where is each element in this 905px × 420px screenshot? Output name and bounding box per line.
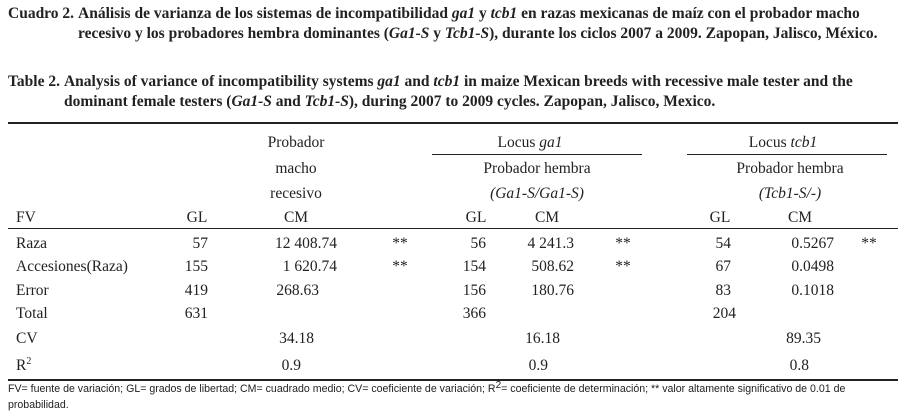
caption-english bbox=[8, 72, 897, 112]
table-cell-sig: ** bbox=[615, 258, 631, 275]
header-fv: FV bbox=[16, 209, 36, 226]
table-cell-gl: 366 bbox=[462, 305, 486, 322]
caption-text: Analysis of variance of incompatibility systems ga1 and tcb1 in maize Mexican breeds with recessive male tester and the dominant female testers (Ga1-S and Tcb1-S), during 2007 to 2009 cycles. Zapopan, Jalisco, Mexico. bbox=[63, 73, 853, 110]
table-cell-cm: 0.0498 bbox=[791, 258, 834, 275]
table-cell-gl: 83 bbox=[715, 282, 731, 299]
table-cell-gl: 155 bbox=[184, 258, 208, 275]
table-cell-cm: 268.63 bbox=[276, 282, 319, 299]
table-cell-cm: 12 408.74 bbox=[275, 235, 337, 252]
table-cell-cm: 0.8 bbox=[789, 357, 809, 374]
header-tcb1-tester: (Tcb1-S/-) bbox=[758, 185, 822, 202]
table-cell-fv: Accesiones(Raza) bbox=[16, 258, 128, 275]
header-bottom-rule bbox=[8, 228, 898, 229]
caption-text: Análisis de varianza de los sistemas de incompatibilidad ga1 y tcb1 en razas mexicanas de maíz con el probador macho recesivo y los probadores hembra dominantes (Ga1-S y Tcb1-S), durante los ciclos 2007 a 2009. Zapopan, Jalisco, México. bbox=[78, 5, 878, 42]
header-cm: CM bbox=[283, 209, 309, 226]
table-cell-gl: 631 bbox=[184, 305, 208, 322]
header-probador-hembra-tcb1: Probador hembra bbox=[736, 160, 844, 177]
header-ga1-tester: (Ga1-S/Ga1-S) bbox=[490, 185, 584, 202]
table-cell-gl: 154 bbox=[462, 258, 486, 275]
table-cell-cm: 0.5267 bbox=[791, 235, 834, 252]
table-top-rule bbox=[8, 122, 898, 124]
table-cell-cm: 16.18 bbox=[525, 330, 560, 347]
locus-tcb1-rule bbox=[687, 154, 887, 155]
caption-spanish bbox=[8, 4, 897, 44]
caption-label: Table 2. bbox=[8, 73, 60, 90]
table-cell-cm: 34.18 bbox=[279, 330, 314, 347]
table-cell-cm: 508.62 bbox=[531, 258, 574, 275]
header-recesivo: recesivo bbox=[270, 185, 322, 202]
header-gl: GL bbox=[709, 209, 731, 226]
locus-ga1-rule bbox=[432, 154, 642, 155]
table-cell-gl: 57 bbox=[192, 235, 208, 252]
table-cell-gl: 156 bbox=[462, 282, 486, 299]
header-gl: GL bbox=[465, 209, 487, 226]
table-cell-sig: ** bbox=[392, 258, 408, 275]
header-probador: Probador bbox=[267, 134, 325, 151]
table-cell-cm: 1 620.74 bbox=[282, 258, 337, 275]
header-locus-tcb1: Locus tcb1 bbox=[748, 134, 818, 151]
header-gl: GL bbox=[186, 209, 208, 226]
table-cell-sig: ** bbox=[615, 235, 631, 252]
header-cm: CM bbox=[534, 209, 560, 226]
table-cell-gl: 204 bbox=[712, 305, 736, 322]
table-cell-gl: 56 bbox=[470, 235, 486, 252]
table-cell-sig: ** bbox=[861, 235, 877, 252]
table-cell-fv: Raza bbox=[16, 235, 47, 252]
table-cell-cm: 0.1018 bbox=[791, 282, 834, 299]
caption-label: Cuadro 2. bbox=[8, 5, 75, 22]
header-cm: CM bbox=[787, 209, 813, 226]
table-cell-fv: Total bbox=[16, 305, 48, 322]
header-macho: macho bbox=[275, 160, 317, 177]
table-cell-cm: 0.9 bbox=[528, 357, 548, 374]
table-cell-fv: CV bbox=[16, 330, 38, 347]
table-cell-sig: ** bbox=[392, 235, 408, 252]
table-cell-gl: 419 bbox=[184, 282, 208, 299]
table-cell-gl: 67 bbox=[715, 258, 731, 275]
table-cell-cm: 0.9 bbox=[281, 357, 301, 374]
table-cell-gl: 54 bbox=[715, 235, 731, 252]
table-cell-fv: Error bbox=[16, 282, 49, 299]
table-cell-fv: $R^2$ bbox=[16, 356, 32, 374]
header-locus-ga1: Locus ga1 bbox=[497, 134, 563, 151]
table-cell-cm: 4 241.3 bbox=[527, 235, 574, 252]
table-footnote: FV= fuente de variación; GL= grados de libertad; CM= cuadrado medio; CV= coeficiente de variación; $R^2=$ coeficiente de determinación; ** valor altamente significativo de 0.01 de probabilidad. bbox=[8, 380, 846, 411]
table-cell-cm: 180.76 bbox=[531, 282, 574, 299]
table-cell-cm: 89.35 bbox=[786, 330, 821, 347]
header-probador-hembra-ga1: Probador hembra bbox=[483, 160, 591, 177]
